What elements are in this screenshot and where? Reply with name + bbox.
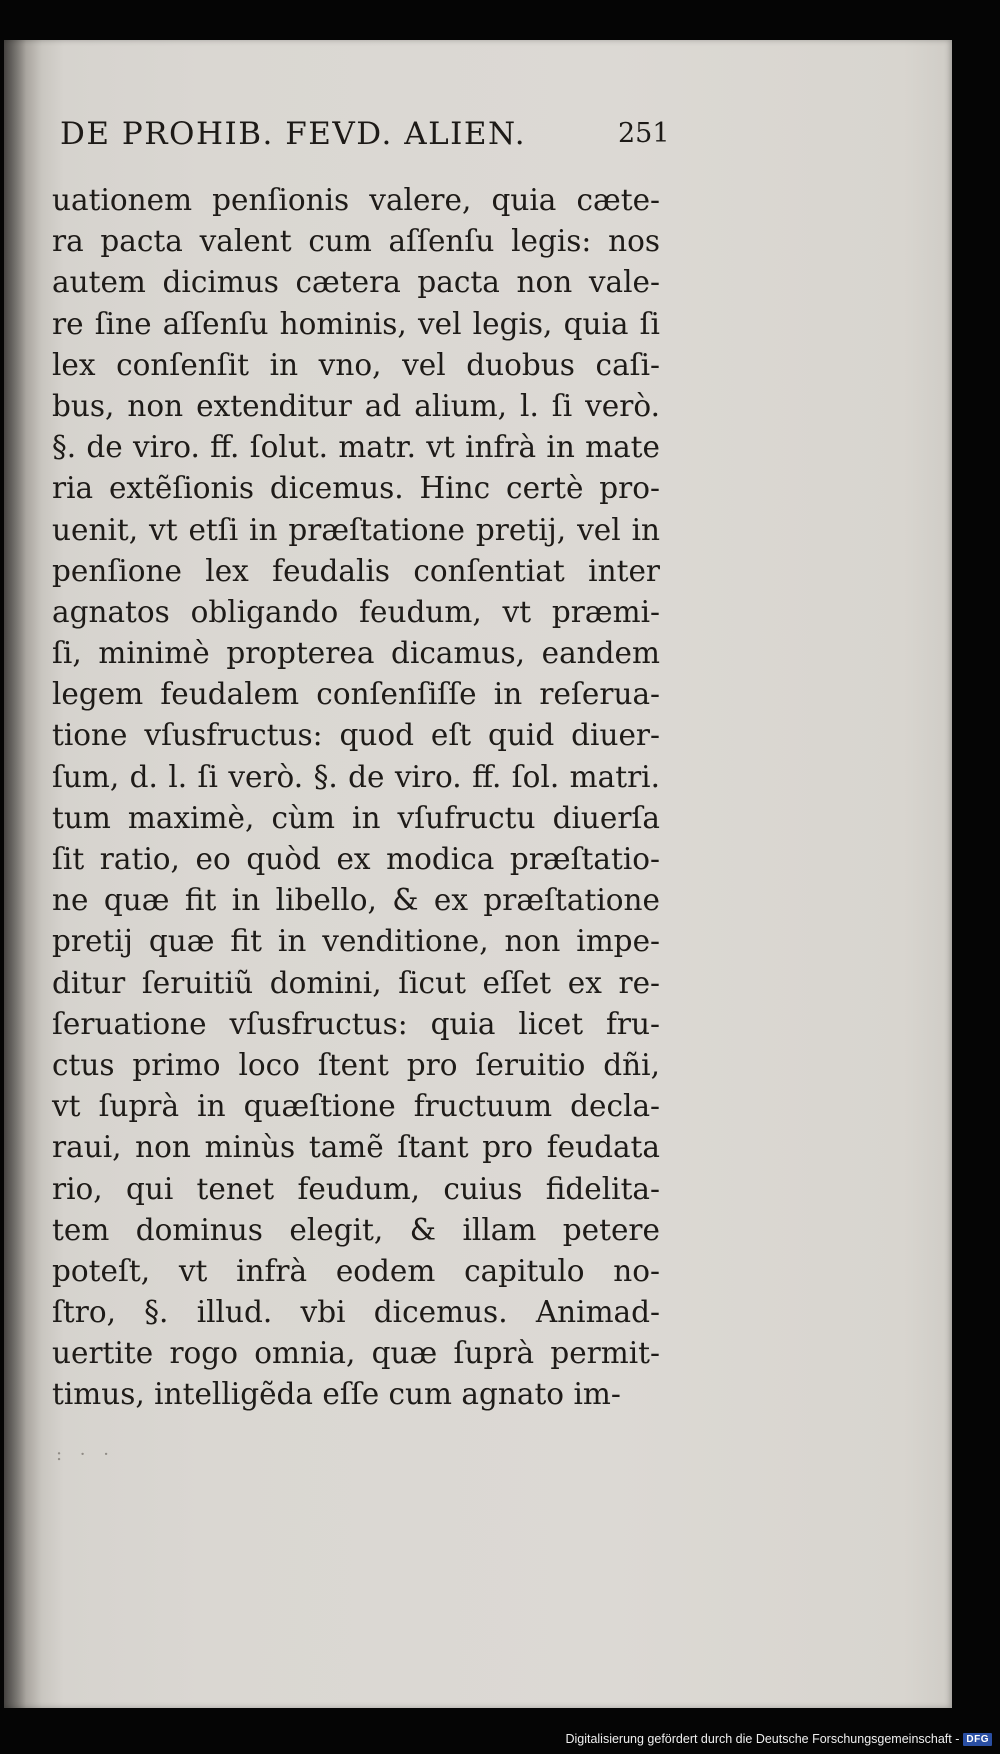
text-line: tum maximè, cùm in vſufructu diuerſa <box>52 800 660 835</box>
page-gutter-shadow <box>4 40 26 1708</box>
text-line: ſeruatione vſusfructus: quia licet fru- <box>52 1006 660 1041</box>
text-line: uationem penſionis valere, quia cæte- <box>52 183 660 217</box>
text-line: ctus primo loco ſtent pro ſeruitio dñi, <box>52 1047 660 1082</box>
text-line: uertite rogo omnia, quæ ſuprà permit- <box>52 1336 660 1371</box>
digitization-credit <box>565 1730 992 1748</box>
text-line: bus, non extenditur ad alium, l. ſi verò. <box>52 388 660 423</box>
text-line: ſtro, §. illud. vbi dicemus. Animad- <box>52 1295 660 1330</box>
book-page <box>4 40 952 1708</box>
text-line: tione vſusfructus: quod eſt quid diuer- <box>52 718 660 753</box>
text-line: poteſt, vt infrà eodem capitulo no- <box>52 1253 660 1288</box>
text-line: vt ſuprà in quæſtione fructuum decla- <box>52 1089 660 1124</box>
credit-text: Digitalisierung gefördert durch die Deutsche Forschungsgemeinschaft - <box>565 1732 960 1746</box>
text-line: autem dicimus cætera pacta non vale- <box>52 265 660 300</box>
text-line: tem dominus elegit, & illam petere <box>52 1212 660 1247</box>
text-line: ria extẽſionis dicemus. Hinc certè pro- <box>52 471 660 506</box>
text-line: ditur ſeruitiũ domini, ſicut eſſet ex re- <box>52 965 660 1000</box>
text-line: ra pacta valent cum aſſenſu legis: nos <box>52 224 660 259</box>
text-line: agnatos obligando feudum, vt præmi- <box>52 594 660 629</box>
text-line: ſit ratio, eo quòd ex modica præſtatio- <box>52 842 660 876</box>
text-line: legem feudalem conſenſiſſe in reſerua- <box>52 677 660 712</box>
text-line: pretij quæ fit in venditione, non impe- <box>52 924 660 959</box>
page-number: 251 <box>618 118 670 149</box>
text-line: timus, intelligẽda eſſe cum agnato im- <box>52 1377 621 1412</box>
text-line: raui, non minùs tamẽ ſtant pro feudata <box>52 1130 660 1165</box>
text-line: §. de viro. ff. ſolut. matr. vt infrà in mate <box>52 430 660 465</box>
running-head: DE PROHIB. FEVD. ALIEN. <box>60 116 527 152</box>
dfg-logo-icon: DFG <box>963 1733 992 1746</box>
text-line: ſum, d. l. ſi verò. §. de viro. ff. ſol. matri. <box>52 759 660 794</box>
text-line: penſione lex feudalis conſentiat inter <box>52 553 660 588</box>
text-line: rio, qui tenet feudum, cuius fidelita- <box>52 1171 660 1206</box>
text-line: re ſine aſſenſu hominis, vel legis, quia ſi <box>52 306 660 341</box>
text-line: uenit, vt etſi in præſtatione pretij, vel in <box>52 512 660 547</box>
text-line: ſi, minimè propterea dicamus, eandem <box>52 636 660 671</box>
text-line: ne quæ fit in libello, & ex præſtatione <box>52 883 660 918</box>
bleed-through-marks: : · · <box>56 1444 115 1465</box>
body-text <box>52 180 660 1416</box>
text-line: lex conſenſit in vno, vel duobus caſi- <box>52 347 660 382</box>
